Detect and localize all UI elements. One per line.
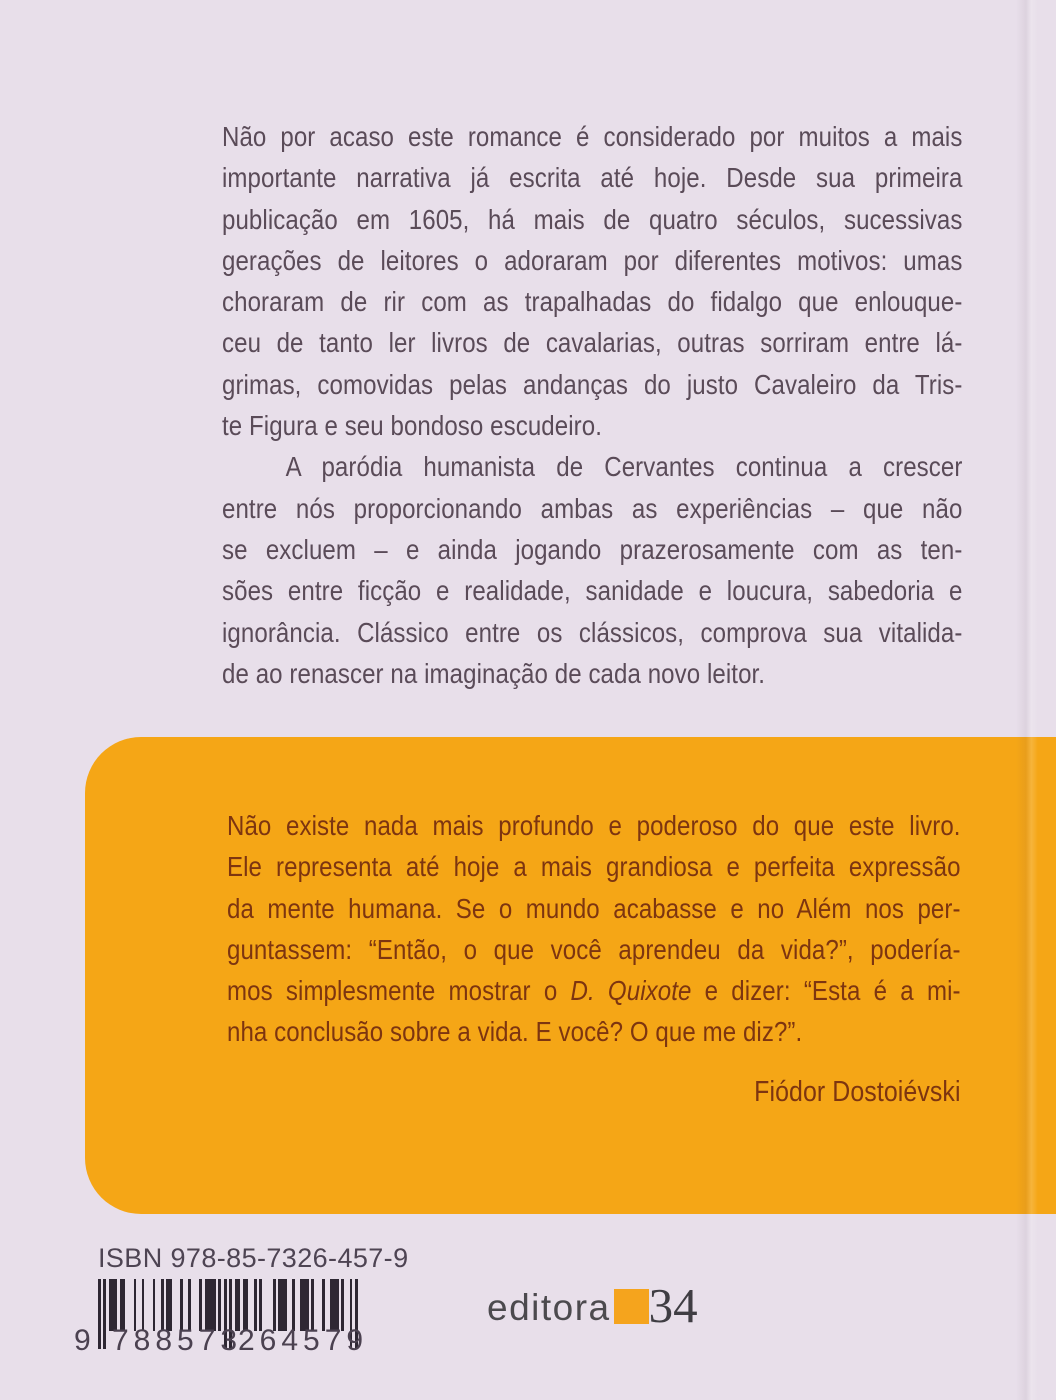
isbn-label: ISBN 978-85-7326-457-9 [98,1243,409,1273]
quote-line: nha conclusão sobre a vida. E você? O que me diz?”. [227,1016,803,1048]
text-line: Não por acaso este romance é considerado por muitos a mais [222,121,963,152]
barcode-lead-digit: 9 [74,1324,91,1357]
barcode-right-group: 264579 [238,1324,369,1357]
quote-line [227,970,961,1011]
barcode-digits [74,1324,369,1360]
text-line: choraram de rir com as trapalhadas do fidalgo que enlouque- [222,286,963,318]
quote-line: da mente humana. Se o mundo acabasse e no Além nos per- [227,892,961,924]
quote-line: guntassem: “Então, o que você aprendeu da vida?”, podería- [227,933,961,965]
ean-barcode [74,1279,369,1389]
text-line: ceu de tanto ler livros de cavalarias, outras sorriram entre lá- [222,327,963,359]
text-line: A paródia humanista de Cervantes continua a crescer [285,451,963,483]
text-line: entre nós proporcionando ambas as experiências – que não [222,492,963,524]
text-line: publicação em 1605, há mais de quatro séculos, sucessivas [222,203,963,235]
author-name: Fiódor Dostoiévski [754,1075,961,1108]
quote-line-part: e dizer: “Esta é a mi- [691,975,961,1007]
quote-text [227,805,961,1113]
text-line: grimas, comovidas pelas andanças do justo Cavaleiro da Tris- [222,368,963,400]
publisher-number: 34 [648,1278,698,1333]
publisher-name: editora [487,1287,611,1329]
text-line: sões entre ficção e realidade, sanidade e loucura, sabedoria e [222,575,963,607]
text-line: ignorância. Clássico entre os clássicos, comprova sua vitalida- [222,616,963,648]
text-line: importante narrativa já escrita até hoje. Desde sua primeira [222,162,963,194]
publisher-logo [487,1278,698,1333]
quote-line: Não existe nada mais profundo e poderoso do que este livro. [227,810,961,841]
quote-line: Ele representa até hoje a mais grandiosa e perfeita expressão [227,851,961,883]
isbn-area [74,1243,409,1389]
text-line: de ao renascer na imaginação de cada novo leitor. [222,657,766,689]
text-line: se excluem – e ainda jogando prazerosamente com as ten- [222,533,963,565]
barcode-left-group: 788573 [112,1324,243,1357]
orange-square-icon [614,1289,649,1324]
text-line: gerações de leitores o adoraram por diferentes motivos: umas [222,244,963,276]
book-title-italic: D. Quixote [570,975,692,1007]
text-line: te Figura e seu bondoso escudeiro. [222,410,602,442]
quote-line-part: mos simplesmente mostrar o [227,975,571,1007]
quote-box [85,737,1056,1214]
synopsis-text [222,116,962,694]
